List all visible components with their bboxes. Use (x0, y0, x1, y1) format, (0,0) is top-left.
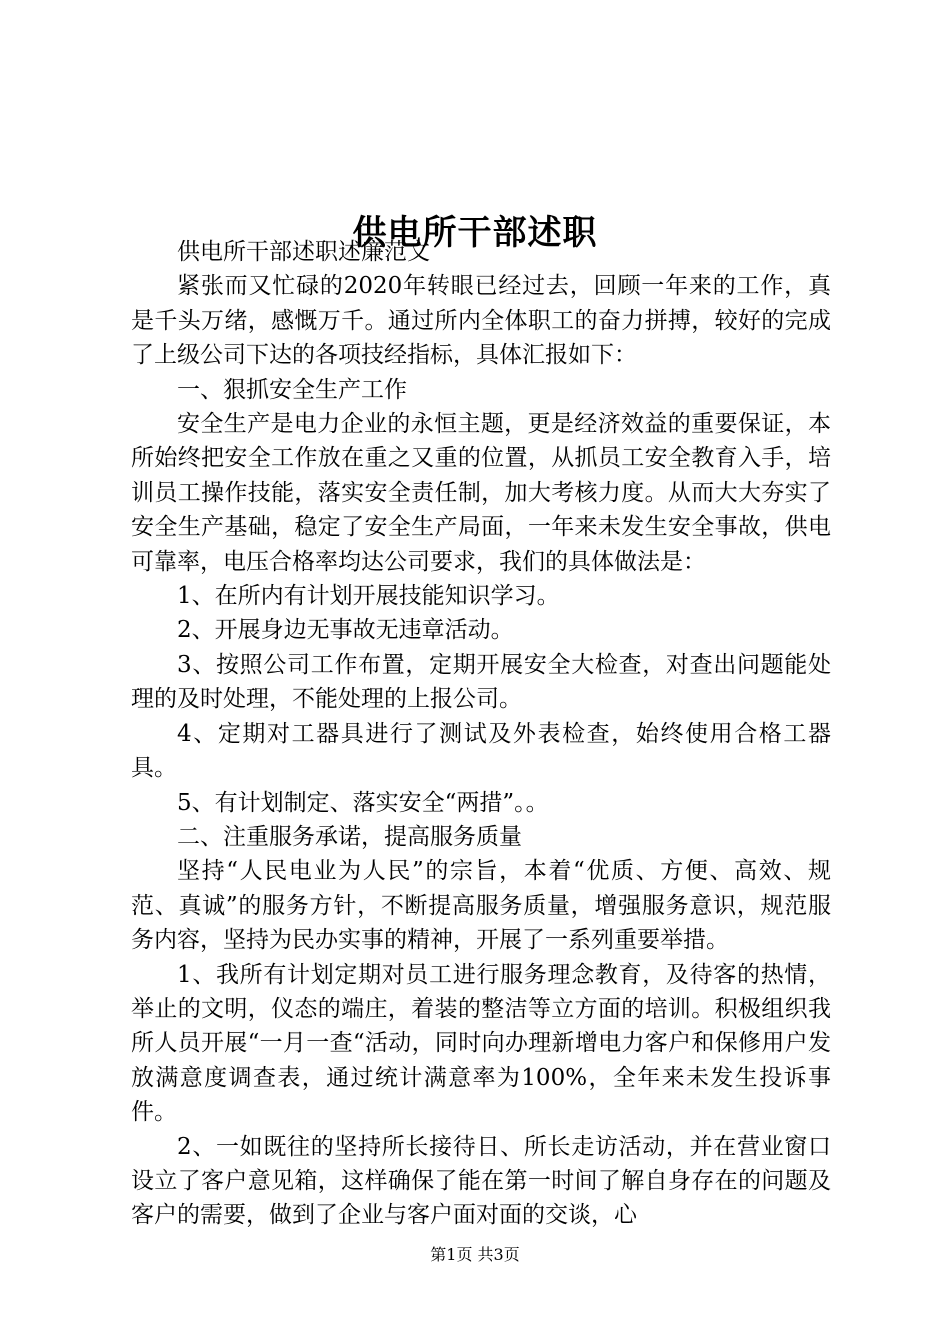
document-title: 供电所干部述职 (352, 212, 598, 253)
paragraph-safety: 安全生产是电力企业的永恒主题，更是经济效益的重要保证，本所始终把安全工作放在重之又重的位置，从抓员工安全教育入手，培训员工操作技能，落实安全责任制，加大考核力度。从而大大夯实了安全生产基础，稳定了安全生产局面，一年来未发生安全事故，供电可靠率，电压合格率均达公司要求，我们的具体做法是： (131, 411, 831, 575)
list-item-safety-5: 5、有计划制定、落实安全“两措”。。 (177, 789, 549, 816)
list-item-safety-1: 1、在所内有计划开展技能知识学习。 (177, 583, 560, 610)
list-item-safety-3: 3、按照公司工作布置，定期开展安全大检查，对查出问题能处理的及时处理，不能处理的上报公司。 (131, 651, 831, 713)
list-item-safety-2: 2、开展身边无事故无违章活动。 (177, 617, 514, 644)
paragraph-service: 坚持“人民电业为人民”的宗旨，本着“优质、方便、高效、规范、真诚”的服务方针，不断提高服务质量，增强服务意识，规范服务内容，坚持为民办实事的精神，开展了一系列重要举措。 (131, 858, 831, 954)
document-body (131, 235, 831, 1233)
paragraph-subtitle: 供电所干部述职述廉范文 (177, 239, 430, 265)
list-item-safety-4: 4、定期对工器具进行了测试及外表检查，始终使用合格工器具。 (131, 720, 831, 782)
section-heading-safety: 一、狠抓安全生产工作 (177, 376, 407, 403)
paragraph-intro: 紧张而又忙碌的2020年转眼已经过去，回顾一年来的工作，真是千头万绪，感慨万千。通过所内全体职工的奋力拼搏，较好的完成了上级公司下达的各项技经指标，具体汇报如下： (131, 273, 831, 369)
list-item-service-2: 2、一如既往的坚持所长接待日、所长走访活动，并在营业窗口设立了客户意见箱，这样确保了能在第一时间了解自身存在的问题及客户的需要，做到了企业与客户面对面的交谈，心 (131, 1133, 831, 1229)
page-number-footer: 第1页 共3页 (430, 1245, 520, 1264)
section-heading-service: 二、注重服务承诺，提高服务质量 (177, 823, 522, 850)
list-item-service-1: 1、我所有计划定期对员工进行服务理念教育，及待客的热情，举止的文明，仪态的端庄，着装的整洁等立方面的培训。积极组织我所人员开展“一月一查“活动，同时向办理新增电力客户和保修用户发放满意度调查表，通过统计满意率为100%，全年来未发生投诉事件。 (131, 961, 831, 1126)
